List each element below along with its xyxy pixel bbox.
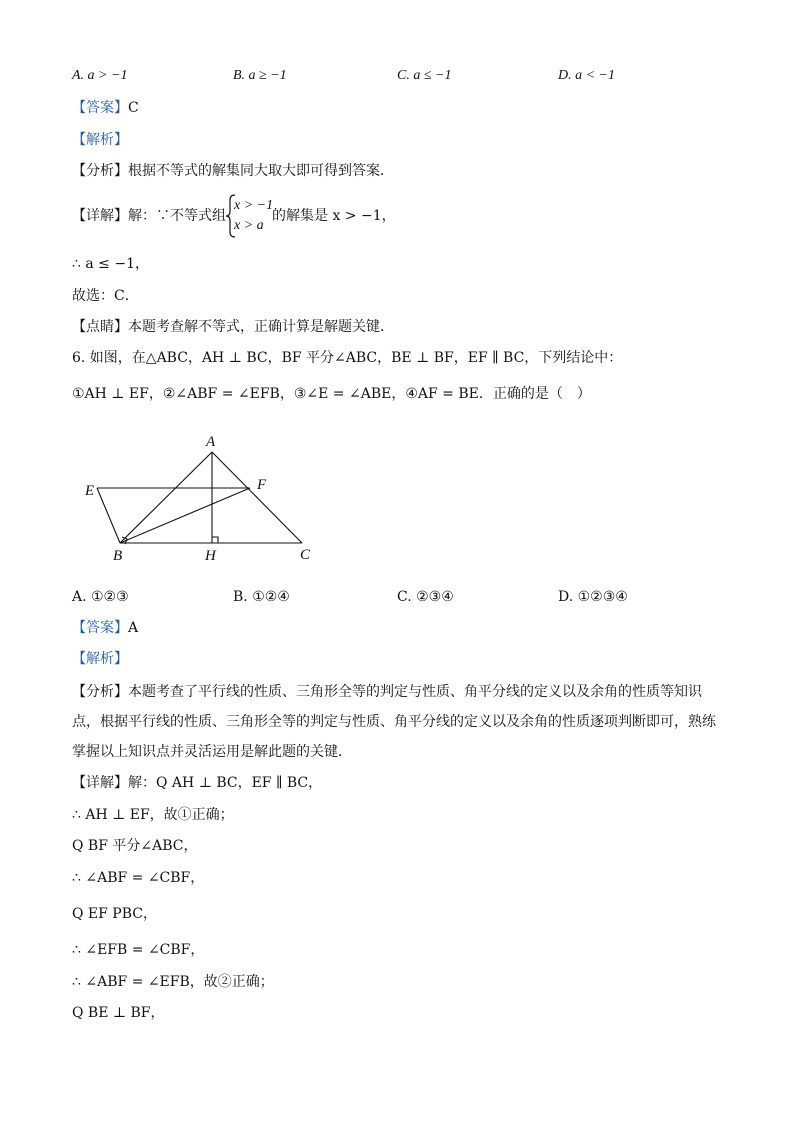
q5-answer	[72, 98, 139, 118]
q6-step-1: 【详解】解：Q AH ⊥ BC，EF ∥ BC，	[72, 775, 323, 791]
q6-fenxi: 【分析】本题考查了平行线的性质、三角形全等的判定与性质、角平分线的定义以及余角的性质等知识点，根据平行线的性质、三角形全等的判定与性质、角平分线的定义以及余角的性质逐项判断即可，熟练掌握以上知识点并灵活运用是解此题的关键．	[72, 684, 716, 760]
answer-value: A	[128, 620, 139, 636]
q6-option-a: A. ①②③	[72, 589, 129, 605]
segment-ac	[212, 452, 302, 543]
q6-step-2: ∴ AH ⊥ EF，故①正确；	[72, 807, 234, 823]
segment-be	[97, 488, 120, 543]
q6-option-b: B. ①②④	[233, 589, 290, 605]
answer-label: 【答案】	[72, 620, 128, 636]
q5-dianjing: 【点睛】本题考查解不等式，正确计算是解题关键．	[72, 319, 394, 335]
q6-answer	[72, 618, 138, 638]
right-angle-mark-h	[212, 537, 218, 543]
q6-step-5: Q EF PBC，	[72, 906, 157, 922]
q5-option-b: B. a ≥ −1	[233, 68, 287, 83]
q6-geometry-figure	[70, 425, 330, 570]
q6-stem: 6. 如图，在△ABC，AH ⊥ BC，BF 平分∠ABC，BE ⊥ BF，EF ∥ BC，下列结论中：	[72, 350, 623, 366]
q6-step-3: Q BF 平分∠ABC，	[72, 838, 198, 854]
q6-step-7: ∴ ∠ABF = ∠EFB，故②正确；	[72, 974, 274, 990]
label-f: F	[257, 477, 267, 493]
segment-bf	[120, 488, 250, 543]
answer-value: C	[128, 100, 139, 116]
q6-option-c: C. ②③④	[397, 589, 454, 605]
q5-step-1: ∴ a ≤ −1，	[72, 256, 149, 272]
q5-xiangjie-prefix: 【详解】解：∵不等式组	[72, 208, 226, 224]
label-e: E	[85, 483, 95, 499]
q5-option-a: A. a > −1	[72, 68, 128, 83]
q6-option-d: D. ①②③④	[558, 589, 628, 605]
label-a: A	[206, 434, 216, 450]
q5-choose: 故选：C．	[72, 288, 139, 304]
q6-conclusions: ①AH ⊥ EF，②∠ABF = ∠EFB，③∠E = ∠ABE，④AF = BE．正确的是（ ）	[72, 386, 591, 402]
q5-option-d: D. a < −1	[558, 68, 616, 83]
q5-xiangjie-suffix: 的解集是 x > −1，	[272, 208, 396, 224]
label-b: B	[113, 548, 123, 564]
q5-analysis-label: 【解析】	[72, 132, 128, 148]
q6-step-4: ∴ ∠ABF = ∠CBF，	[72, 870, 205, 886]
label-c: C	[300, 547, 311, 563]
q5-fenxi: 【分析】根据不等式的解集同大取大即可得到答案．	[72, 163, 394, 179]
q5-option-c: C. a ≤ −1	[397, 68, 452, 83]
q6-step-6: ∴ ∠EFB = ∠CBF，	[72, 942, 205, 958]
segment-ab	[120, 452, 212, 543]
q6-step-8: Q BE ⊥ BF，	[72, 1005, 165, 1021]
answer-label: 【答案】	[72, 100, 128, 116]
inequality-line-2: x > a	[234, 218, 264, 233]
q6-analysis-label: 【解析】	[72, 651, 128, 667]
inequality-system	[234, 196, 273, 236]
label-h: H	[205, 548, 216, 564]
inequality-line-1: x > −1	[234, 198, 274, 213]
